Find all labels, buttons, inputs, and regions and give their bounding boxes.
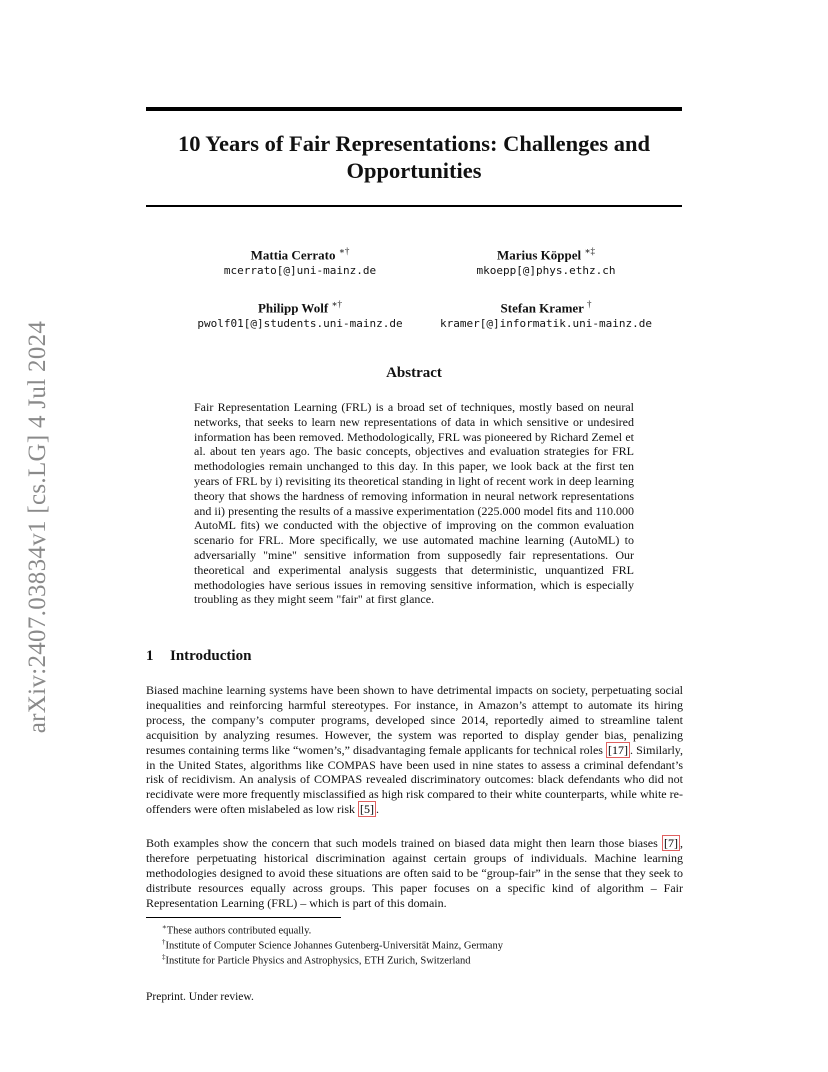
author-name: Stefan Kramer [500,300,584,316]
footnote-text: Institute of Computer Science Johannes Gutenberg-Universität Mainz, Germany [165,940,503,952]
title-line-2: Opportunities [346,158,482,183]
title-line-1: 10 Years of Fair Representations: Challenges and [177,131,651,156]
abstract-heading: Abstract [386,365,442,381]
citation-link[interactable]: [17] [608,742,629,757]
preprint-note: Preprint. Under review. [146,991,254,1003]
paragraph-text: Biased machine learning systems have been shown to have detrimental impacts on society, perpetuating social inequalities and reinforcing harmful stereotypes. For instance, in Amazon’s attempt to automate its hiring process, the company’s computer programs, developed since 2014, reportedly aimed to streamline talent acquisition by analyzing resumes. However, the system was reported to display gender bias, penalizing resumes containing terms like “women’s,” disadvantaging female applicants for technical roles [146,683,683,757]
author-email: mcerrato[@]uni-mainz.de [223,264,377,278]
author-affiliation-marks: ∗‡ [584,246,596,256]
title-top-rule [146,107,682,111]
author-name: Philipp Wolf [257,300,329,316]
author-name: Mattia Cerrato [250,247,336,263]
citation-link[interactable]: [7] [664,836,678,850]
footnote-text: Institute for Particle Physics and Astrophysics, ETH Zurich, Switzerland [165,955,471,967]
author-block [396,243,696,279]
section-number: 1 [146,648,154,664]
paragraph-text: . Similarly, in the United States, algorithms like COMPAS have been used in nine states to assess a criminal defendant’s risk of recidivism. An analysis of COMPAS revealed discriminatory outcomes: black defendants who did not recidivate were more frequently misclassified as high risk compared to their white counterparts, while white re-offenders were often mislabeled as low risk [146,742,683,817]
paper-title [146,130,682,184]
section-title: Introduction [170,648,252,664]
title-bottom-rule [146,205,682,207]
author-email: kramer[@]informatik.uni-mainz.de [440,317,652,331]
citation-link[interactable]: [5] [360,802,375,817]
paragraph-text: . [376,802,380,817]
author-name: Marius Köppel [496,247,582,263]
section-heading-introduction [146,648,251,665]
author-email: mkoepp[@]phys.ethz.ch [476,264,616,278]
paragraph-text: Both examples show the concern that such models trained on biased data might then learn those biases [146,836,662,850]
author-affiliation-marks: ∗† [331,299,343,309]
footnote-separator [146,917,341,918]
abstract-text: Fair Representation Learning (FRL) is a broad set of techniques, mostly based on neural networks, that seeks to learn new representations of data in which sensitive or undesired information has been removed. Methodologically, FRL was pioneered by Richard Zemel et al. about ten years ago. The basic concepts, objectives and evaluation strategies for FRL methodologies remain unchanged to this day. In this paper, we look back at the first ten years of FRL by i) revisiting its theoretical standing in light of recent work in deep learning theory that shows the hardness of removing information in neural network representations and ii) presenting the results of a massive experimentation (225.000 model fits and 110.000 AutoML fits) we conducted with the objective of improving on the common evaluation scenario for FRL. More specifically, we use automated machine learning (AutoML) to adversarially "mine" sensitive information from supposedly fair representations. Our theoretical and experimental analysis suggests that deterministic, unquantized FRL methodologies have serious issues in removing sensitive information, which is especially troubling as they might seem "fair" at first glance. [194,400,634,607]
arxiv-identifier-stamp: arXiv:2407.03834v1 [cs.LG] 4 Jul 2024 [24,320,51,734]
footnote-text: These authors contributed equally. [166,925,312,937]
author-affiliation-marks: † [586,299,592,309]
introduction-paragraph-1 [146,683,683,817]
footnote-mark: ∗ [162,923,167,931]
author-block [396,296,696,332]
author-affiliation-marks: ∗† [338,246,350,256]
footnote-mark: † [162,938,166,946]
footnote [162,951,471,968]
footnote-mark: ‡ [162,953,166,961]
paragraph-text: , therefore perpetuating historical discrimination against certain groups of individuals. Machine learning methodologies designed to avoid these situations are often said to be “group-fair” in the sense that they seek to distribute resources equally across groups. This paper focuses on a specific kind of algorithm – Fair Representation Learning (FRL) – which is part of this domain. [146,836,683,910]
author-email: pwolf01[@]students.uni-mainz.de [197,317,403,331]
introduction-paragraph-2 [146,836,683,911]
